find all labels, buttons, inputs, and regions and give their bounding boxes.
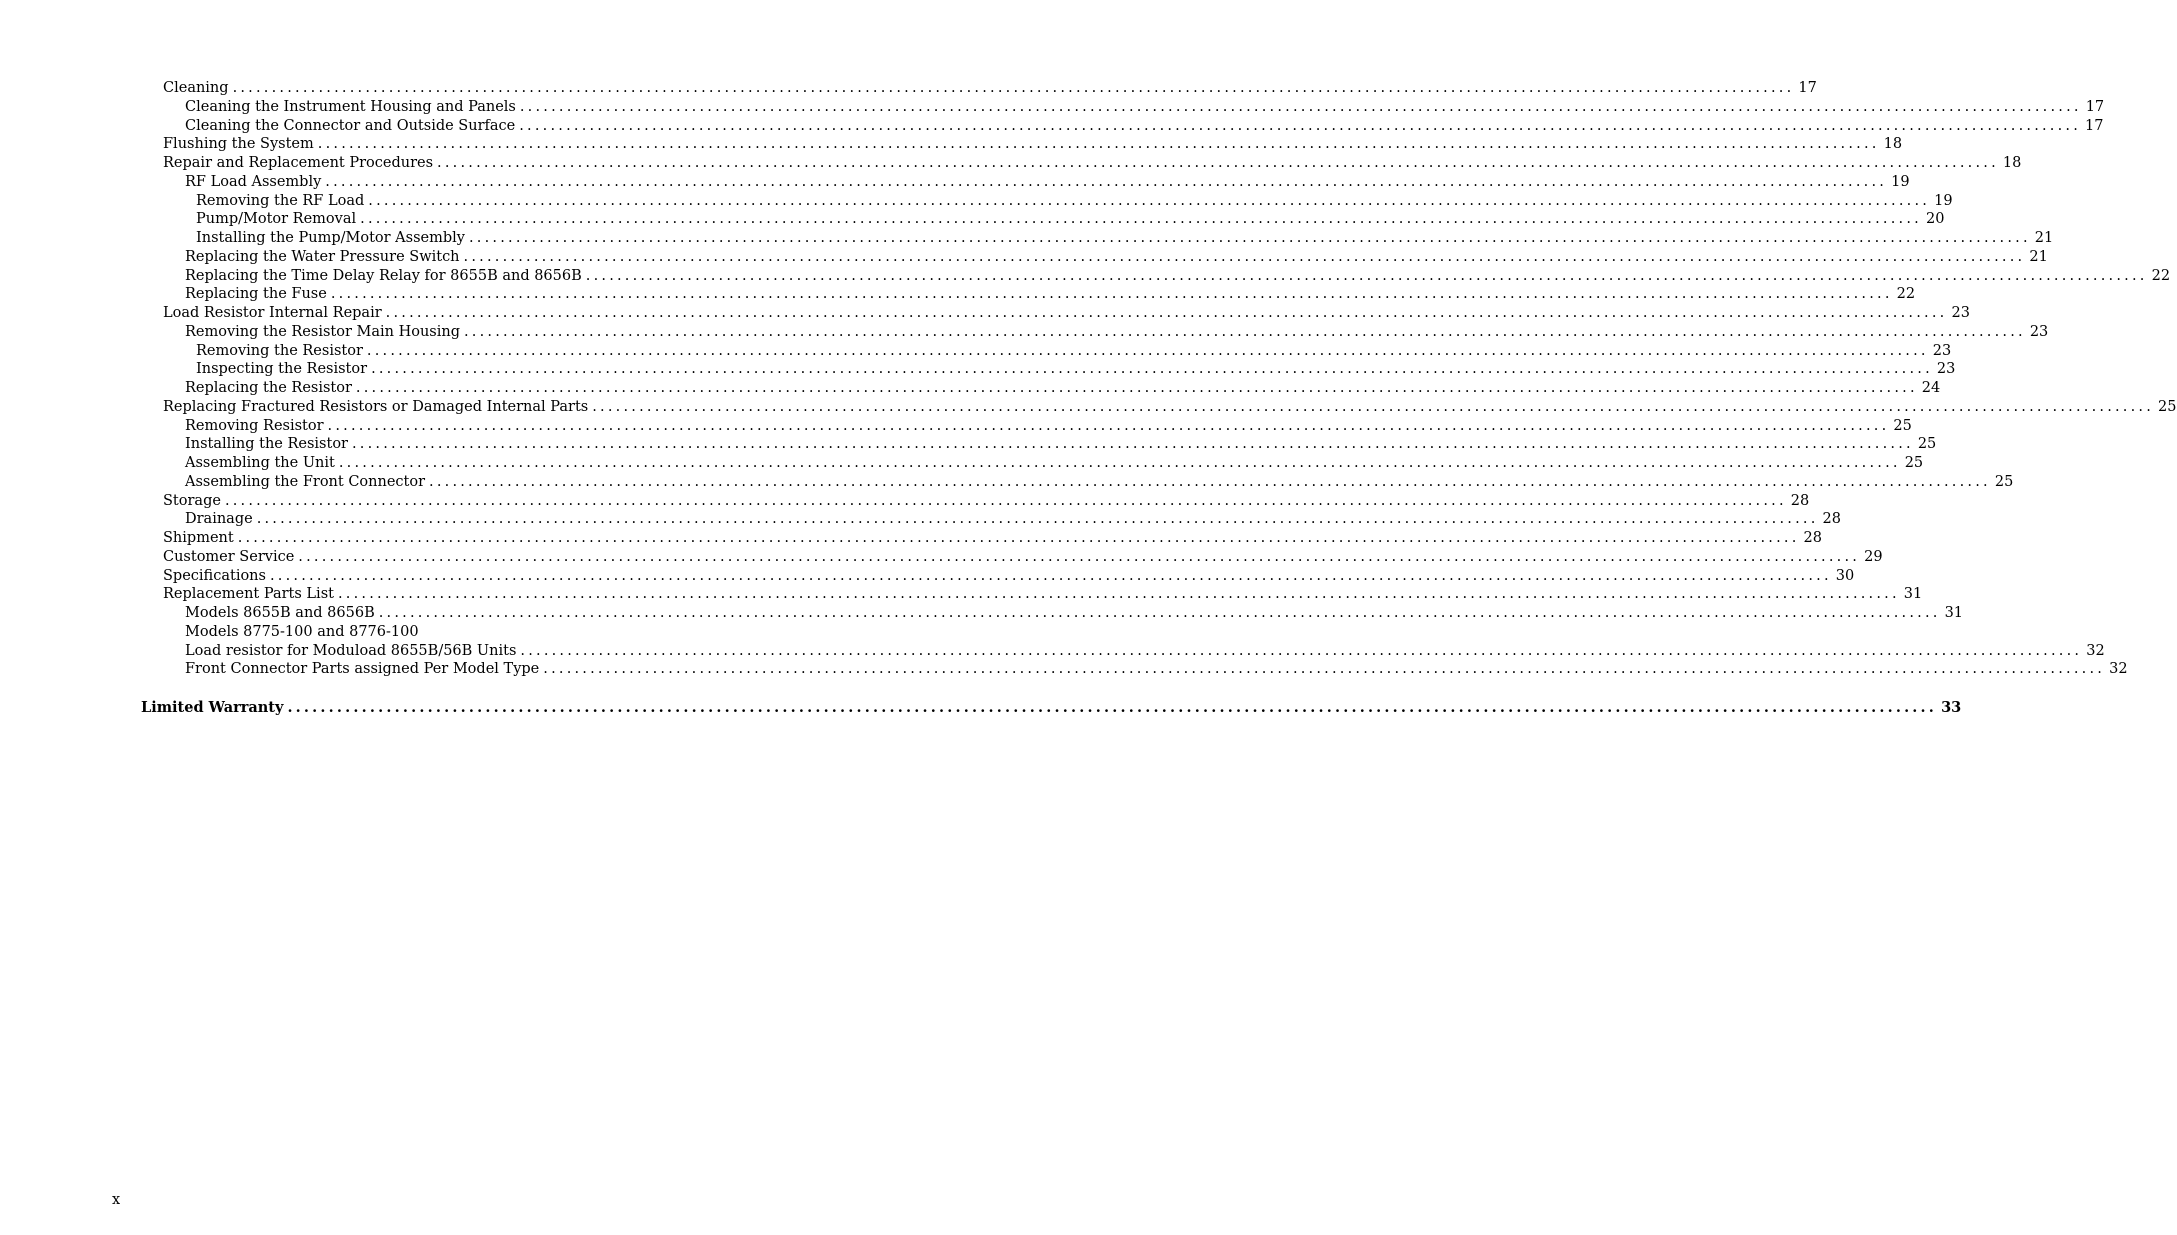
toc-entry-page: 17 bbox=[2085, 98, 2105, 115]
toc-entry-page: 29 bbox=[1864, 548, 1883, 565]
toc-entry-page: 28 bbox=[1790, 492, 1810, 509]
toc-dot-leader: ........................................................................................................................................................................................................ bbox=[368, 192, 1931, 209]
toc-entry-title: Drainage bbox=[185, 511, 253, 528]
toc-entry[interactable] bbox=[196, 360, 1956, 379]
toc-entry-page: 25 bbox=[1917, 436, 1937, 453]
toc-entry[interactable] bbox=[185, 248, 2048, 267]
toc-dot-leader: ........................................................................................................................................................................................................ bbox=[592, 398, 2155, 415]
toc-entry-title: Removing Resistor bbox=[185, 417, 324, 434]
toc-entry[interactable] bbox=[163, 135, 1903, 154]
toc-entry-title: Load Resistor Internal Repair bbox=[163, 305, 382, 321]
toc-entry[interactable] bbox=[185, 173, 1910, 192]
toc-entry-page: 17 bbox=[2085, 117, 2104, 134]
toc-entry[interactable] bbox=[196, 342, 1952, 361]
toc-entry-title: Specifications bbox=[163, 567, 266, 584]
toc-entry-title: Assembling the Unit bbox=[185, 455, 335, 471]
toc-entry-page: 23 bbox=[2029, 323, 2049, 340]
toc-entry[interactable] bbox=[163, 585, 1923, 604]
toc-entry[interactable] bbox=[163, 154, 2022, 173]
toc-entry-title: Replacing the Water Pressure Switch bbox=[185, 248, 460, 265]
toc-entry[interactable] bbox=[185, 98, 2105, 117]
toc-entry[interactable] bbox=[185, 604, 1964, 623]
toc-entry-title: Limited Warranty bbox=[141, 698, 284, 716]
toc-dot-leader: ........................................................................................................................................................................................................ bbox=[519, 117, 2082, 134]
toc-dot-leader: ........................................................................................................................................................................................................ bbox=[429, 473, 1991, 490]
page-number: x bbox=[112, 1192, 121, 1208]
toc-entry-page: 22 bbox=[1896, 286, 1916, 303]
toc-dot-leader: ........................................................................................................................................................................................................ bbox=[325, 173, 1888, 190]
toc-dot-leader: ........................................................................................................................................................................................................ bbox=[330, 286, 1893, 303]
toc-entry[interactable] bbox=[163, 398, 2177, 417]
toc-entry[interactable] bbox=[185, 510, 1841, 529]
toc-entry[interactable] bbox=[185, 267, 2171, 286]
toc-entry-title: Models 8775-100 and 8776-100 bbox=[185, 623, 419, 640]
toc-entry-page: 21 bbox=[2029, 248, 2048, 265]
toc-entry-title: Customer Service bbox=[163, 548, 295, 565]
toc-dot-leader: ........................................................................................................................................................................................................ bbox=[520, 642, 2083, 659]
toc-entry-title: Cleaning bbox=[163, 80, 229, 96]
toc-entry-title: Replacing the Time Delay Relay for 8655B and 8656B bbox=[185, 267, 582, 284]
toc-entry-title: Assembling the Front Connector bbox=[185, 473, 426, 490]
toc-entry[interactable] bbox=[185, 642, 2105, 661]
toc-dot-leader: ........................................................................................................................................................................................................ bbox=[463, 248, 2026, 265]
toc-entry-title: Inspecting the Resistor bbox=[196, 361, 368, 378]
toc-entry-page: 20 bbox=[1925, 211, 1945, 228]
toc-entry-title: Front Connector Parts assigned Per Model Type bbox=[185, 661, 540, 678]
toc-dot-leader: ........................................................................................................................................................................................................ bbox=[468, 230, 2031, 246]
toc-dot-leader: ........................................................................................................................................................................................................ bbox=[360, 211, 1922, 228]
toc-entry-page: 23 bbox=[1932, 342, 1952, 359]
toc-entry-title: Replacing the Fuse bbox=[185, 286, 327, 303]
toc-dot-leader: ........................................................................................................................................................................................................ bbox=[366, 342, 1929, 359]
toc-entry-title: Removing the Resistor Main Housing bbox=[185, 323, 460, 340]
toc-entry[interactable] bbox=[185, 623, 730, 642]
toc-entry-page: 32 bbox=[2109, 661, 2128, 678]
toc-entry-page: 28 bbox=[1803, 530, 1822, 546]
toc-entry-title: Replacing the Resistor bbox=[185, 380, 352, 396]
toc-entry-page: 33 bbox=[1941, 698, 1962, 716]
toc-entry[interactable] bbox=[185, 379, 1941, 398]
toc-entry-title: Removing the Resistor bbox=[196, 342, 363, 359]
toc-entry-page: 21 bbox=[2034, 230, 2054, 246]
toc-dot-leader: ........................................................................................................................................................................................................ bbox=[269, 567, 1832, 584]
toc-entry-page: 28 bbox=[1822, 511, 1841, 528]
toc-entry-page: 25 bbox=[1904, 455, 1924, 471]
toc-entry[interactable] bbox=[163, 529, 1822, 548]
toc-entry-title: Cleaning the Instrument Housing and Panels bbox=[185, 98, 516, 115]
toc-entry[interactable] bbox=[185, 117, 2104, 136]
toc-dot-leader: ........................................................................................................................................................................................................ bbox=[378, 605, 1941, 621]
toc-entry-title: Pump/Motor Removal bbox=[196, 211, 357, 228]
toc-entry[interactable] bbox=[163, 567, 1855, 586]
toc-entry[interactable] bbox=[185, 417, 1912, 436]
toc-dot-leader: ........................................................................................................................................................................................................ bbox=[519, 98, 2082, 115]
toc-entry-title: Storage bbox=[163, 492, 221, 509]
toc-dot-leader: ........................................................................................................................................................................................................ bbox=[437, 155, 1999, 171]
toc-entry-page: 18 bbox=[2002, 155, 2022, 171]
toc-entry-page: 31 bbox=[1944, 605, 1964, 621]
toc-entry-page: 22 bbox=[2151, 267, 2171, 284]
toc-entry-page: 19 bbox=[1891, 173, 1910, 190]
toc-entry-page: 25 bbox=[1994, 473, 2014, 490]
toc-entry-page: 31 bbox=[1903, 586, 1923, 603]
toc-entry-page: 25 bbox=[2158, 398, 2177, 415]
toc-entry-title: Replacement Parts List bbox=[163, 586, 334, 603]
toc-entry-page: 24 bbox=[1921, 380, 1941, 396]
toc-entry-page: 19 bbox=[1934, 192, 1953, 209]
toc-entry-title: Installing the Resistor bbox=[185, 436, 348, 453]
toc-entry-title: Shipment bbox=[163, 530, 234, 546]
toc-entry-title: Flushing the System bbox=[163, 136, 314, 153]
toc-dot-leader: ........................................................................................................................................................................................................ bbox=[371, 361, 1933, 378]
toc-entry-page: 18 bbox=[1883, 136, 1903, 153]
toc-entry[interactable] bbox=[163, 304, 1970, 323]
toc-entry-title: Removing the RF Load bbox=[196, 192, 365, 209]
toc-dot-leader: ........................................................................................................................................................................................................ bbox=[464, 323, 2026, 340]
toc-dot-leader: ........................................................................................................................................................................................................ bbox=[317, 136, 1880, 153]
toc-dot-leader: ........................................................................................................................................................................................................ bbox=[355, 380, 1918, 396]
toc-entry-title: Replacing Fractured Resistors or Damaged Internal Parts bbox=[163, 398, 589, 415]
toc-entry[interactable] bbox=[196, 210, 1945, 229]
toc-dot-leader: ........................................................................................................................................................................................................ bbox=[543, 661, 2106, 678]
toc-entry[interactable] bbox=[185, 660, 2128, 679]
toc-entry[interactable] bbox=[163, 79, 1817, 98]
toc-dot-leader: ........................................................................................................................................................................................................ bbox=[337, 586, 1900, 603]
toc-entry[interactable] bbox=[185, 285, 1916, 304]
toc-dot-leader: ........................................................................................................................................................................................................ bbox=[256, 511, 1819, 528]
toc-entry-page: 30 bbox=[1835, 567, 1855, 584]
toc-dot-leader: ........................................................................................................................................................................................................ bbox=[338, 455, 1901, 471]
toc-dot-leader: ........................................................................................................................................................................................................ bbox=[287, 698, 1938, 716]
toc-entry-title: Repair and Replacement Procedures bbox=[163, 155, 434, 171]
toc-dot-leader: ........................................................................................................................................................................................................ bbox=[224, 492, 1787, 509]
toc-entry-page: 17 bbox=[1798, 80, 1817, 96]
toc-entry-page: 23 bbox=[1951, 305, 1970, 321]
toc-entry[interactable] bbox=[185, 473, 2014, 492]
toc-entry-page: 32 bbox=[2086, 642, 2105, 659]
toc-entry[interactable] bbox=[185, 435, 1937, 454]
toc-entry-title: Cleaning the Connector and Outside Surface bbox=[185, 117, 516, 134]
toc-entry-page: 25 bbox=[1893, 417, 1912, 434]
toc-entry[interactable] bbox=[163, 492, 1810, 511]
toc-entry-title: Installing the Pump/Motor Assembly bbox=[196, 230, 465, 246]
toc-dot-leader: ........................................................................................................................................................................................................ bbox=[351, 436, 1914, 453]
toc-entry[interactable] bbox=[196, 229, 2054, 248]
toc-dot-leader: ........................................................................................................................................................................................................ bbox=[385, 305, 1948, 321]
toc-dot-leader: ........................................................................................................................................................................................................ bbox=[237, 530, 1800, 546]
toc-entry[interactable] bbox=[196, 192, 1953, 211]
toc-entry[interactable] bbox=[163, 548, 1883, 567]
toc-entry[interactable] bbox=[185, 454, 1924, 473]
toc-entry-title: RF Load Assembly bbox=[185, 173, 322, 190]
toc-entry-page: 23 bbox=[1936, 361, 1956, 378]
toc-entry-bold[interactable] bbox=[141, 698, 1962, 717]
toc-dot-leader: ........................................................................................................................................................................................................ bbox=[232, 80, 1795, 96]
toc-entry-title: Load resistor for Moduload 8655B/56B Units bbox=[185, 642, 517, 659]
toc-entry-title: Models 8655B and 8656B bbox=[185, 605, 375, 621]
toc-dot-leader: ........................................................................................................................................................................................................ bbox=[327, 417, 1890, 434]
toc-dot-leader: ........................................................................................................................................................................................................ bbox=[585, 267, 2148, 284]
toc-entry[interactable] bbox=[185, 323, 2049, 342]
toc-dot-leader: ........................................................................................................................................................................................................ bbox=[298, 548, 1861, 565]
